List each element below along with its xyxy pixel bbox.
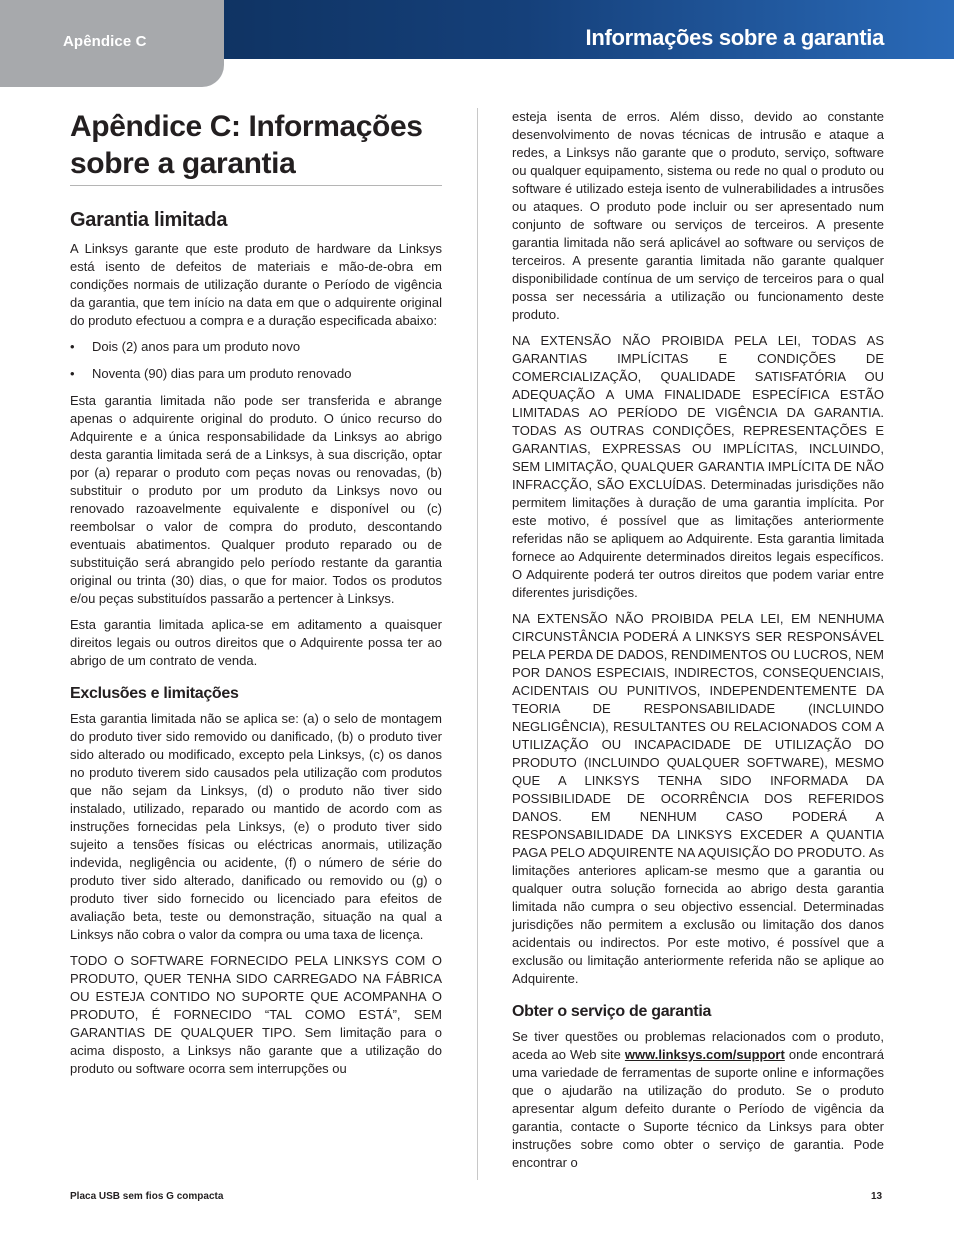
- column-divider: [477, 108, 478, 1180]
- footer-product-name: Placa USB sem fios G compacta: [70, 1191, 224, 1202]
- paragraph-garantia-2: Esta garantia limitada não pode ser transferida e abrange apenas o adquirente original do produto. O único recurso do Adquirente e a única responsabilidade da Linksys ao abrigo desta garantia limitada será de a Linksys, à sua discrição, optar por (a) reparar o produto com peças novas ou renovadas, (b) substituir o produto por um produto da Linksys novo ou renovado razoavelmente equivalente e disponível ou (c) reembolsar o valor de compra do produto, descontando eventuais abatimentos. Qualquer produto reparado ou de substituição será abrangido pelo período restante da garantia original ou trinta (30) dias, o que for maior. Todos os produtos e/ou peças substituídos passarão a pertencer à Linksys.: [70, 393, 442, 606]
- text-span: Se tiver questões ou problemas relacionados com o produto, aceda ao Web site: [512, 1029, 884, 1062]
- paragraph-exclusoes-1: Esta garantia limitada não se aplica se: (a) o selo de montagem do produto tiver sido removido ou danificado, (b) o produto tiver sido alterado ou modificado, excepto pela Linksys, (c) os danos no produto tiverem sido causados pela utilização com produtos que não sejam da Linksys, (d) o produto não tiver sido instalado, utilizado, reparado ou mantido de acordo com as instruções fornecidas pela Linksys, (e) o produto tiver sido sujeito a tensões físicas ou eléctricas anormais, utilização indevida, negligência ou acidente, (f) o número de série do produto tiver sido alterado, danificado ou removido ou (g) o produto tiver sido fornecido ou licenciado para efeitos de avaliação beta, teste ou demonstração, situação na qual a Linksys não cobra o valor da compra ou uma taxa de licença.: [70, 711, 442, 942]
- heading-garantia-limitada: Garantia limitada: [70, 209, 228, 231]
- list-item: • Dois (2) anos para um produto novo: [70, 338, 442, 356]
- left-column: [70, 108, 442, 1086]
- support-link[interactable]: www.linksys.com/support: [624, 1047, 785, 1062]
- page-title: Apêndice C: Informações sobre a garantia: [70, 108, 442, 186]
- paragraph-exclusoes-2: TODO O SOFTWARE FORNECIDO PELA LINKSYS COM O PRODUTO, QUER TENHA SIDO CARREGADO NA FÁBRICA OU ESTEJA CONTIDO NO SUPORTE QUE ACOMPANHA O PRODUTO, É FORNECIDO “TAL COMO ESTÁ”, SEM GARANTIAS DE QUALQUER TIPO. Sem limitação para o acima disposto, a Linksys não garante que a utilização do produto ou software ocorra sem interrupções ou: [70, 953, 442, 1076]
- warranty-duration-list: [70, 338, 442, 383]
- paragraph-right-2: NA EXTENSÃO NÃO PROIBIDA PELA LEI, TODAS AS GARANTIAS IMPLÍCITAS E CONDIÇÕES DE COMERCIALIZAÇÃO, QUALIDADE SATISFATÓRIA OU ADEQUAÇÃO A UMA FINALIDADE ESPECÍFICA ESTÃO LIMITADAS AO PERÍODO DE VIGÊNCIA DA GARANTIA. TODAS AS OUTRAS CONDIÇÕES, REPRESENTAÇÕES E GARANTIAS, EXPRESSAS OU IMPLÍCITAS, INCLUINDO, SEM LIMITAÇÃO, QUALQUER GARANTIA IMPLÍCITA DE NÃO INFRACÇÃO, SÃO EXCLUÍDAS. Determinadas jurisdições não permitem limitações à duração de uma garantia implícita. Por este motivo, é possível que as limitações anteriormente referidas não se apliquem ao Adquirente. Esta garantia limitada fornece ao Adquirente determinados direitos legais específicos. O Adquirente poderá ter outros direitos que podem variar entre diferentes jurisdições.: [512, 333, 884, 600]
- footer-page-number: 13: [871, 1191, 883, 1202]
- paragraph-right-1: esteja isenta de erros. Além disso, devido ao constante desenvolvimento de novas técnicas de intrusão e ataque a redes, a Linksys não garante que o produto, serviço, software ou qualquer equipamento, sistema ou rede no qual o produto ou software é utilizado esteja isento de vulnerabilidades a intrusões ou ataques. O produto pode incluir ou ser apresentado num conjunto de software ou serviços de terceiros. A presente garantia limitada não será aplicável ao software ou serviços de terceiros. A presente garantia limitada não garante qualquer disponibilidade contínua de um serviço de terceiros para o qual possa ser necessária a utilização ou funcionamento deste produto.: [512, 109, 884, 322]
- right-column: [512, 108, 884, 1180]
- paragraph-right-3: NA EXTENSÃO NÃO PROIBIDA PELA LEI, EM NENHUMA CIRCUNSTÂNCIA PODERÁ A LINKSYS SER RESPONSÁVEL PELA PERDA DE DADOS, RENDIMENTOS OU LUCROS, NEM POR DANOS ESPECIAIS, INDIRECTOS, CONSEQUENCIAIS, ACIDENTAIS OU PUNITIVOS, INDEPENDENTEMENTE DA TEORIA DE RESPONSABILIDADE (INCLUINDO NEGLIGÊNCIA), RESULTANTES OU RELACIONADOS COM A UTILIZAÇÃO OU INCAPACIDADE DE UTILIZAÇÃO DO PRODUTO (INCLUINDO QUALQUER SOFTWARE), MESMO QUE A LINKSYS TENHA SIDO INFORMADA DA POSSIBILIDADE DE OCORRÊNCIA DOS REFERIDOS DANOS. EM NENHUM CASO PODERÁ A RESPONSABILIDADE DA LINKSYS EXCEDER A QUANTIA PAGA PELO ADQUIRENTE NA AQUISIÇÃO DO PRODUTO. As limitações anteriores aplicam-se mesmo que a garantia ou qualquer outra solução fornecida ao abrigo desta garantia limitada não cumpra o seu objectivo essencial. Determinadas jurisdições não permitem a exclusão ou limitação dos danos acidentais ou indirectos. Por este motivo, é possível que a exclusão ou limitação anteriormente referida não se aplique ao Adquirente.: [512, 611, 884, 986]
- appendix-tab: [0, 0, 224, 87]
- appendix-tab-label: Apêndice C: [63, 33, 147, 50]
- text-span: onde encontrará uma variedade de ferramentas de suporte online e informações que o ajudarão na utilização do produto. Se o produto apresentar algum defeito durante o Período de vigência da garantia, contacte o Suporte técnico da Linksys para obter instruções sobre como obter o serviço de garantia. Pode encontrar o: [512, 1047, 884, 1170]
- heading-exclusoes: Exclusões e limitações: [70, 685, 239, 702]
- paragraph-garantia-3: Esta garantia limitada aplica-se em aditamento a quaisquer direitos legais ou outros direitos que o Adquirente possa ter ao abrigo de um contrato de venda.: [70, 617, 442, 668]
- paragraph-garantia-1: A Linksys garante que este produto de hardware da Linksys está isento de defeitos de materiais e mão-de-obra em condições normais de utilização durante o Período de vigência da garantia, que tem início na data em que o adquirente original do produto efectuou a compra e a duração especificada abaixo:: [70, 241, 442, 328]
- header-section-title: Informações sobre a garantia: [585, 25, 884, 50]
- list-item: • Noventa (90) dias para um produto renovado: [70, 365, 442, 383]
- heading-obter-servico: Obter o serviço de garantia: [512, 1003, 712, 1020]
- paragraph-obter-servico: [512, 1028, 884, 1172]
